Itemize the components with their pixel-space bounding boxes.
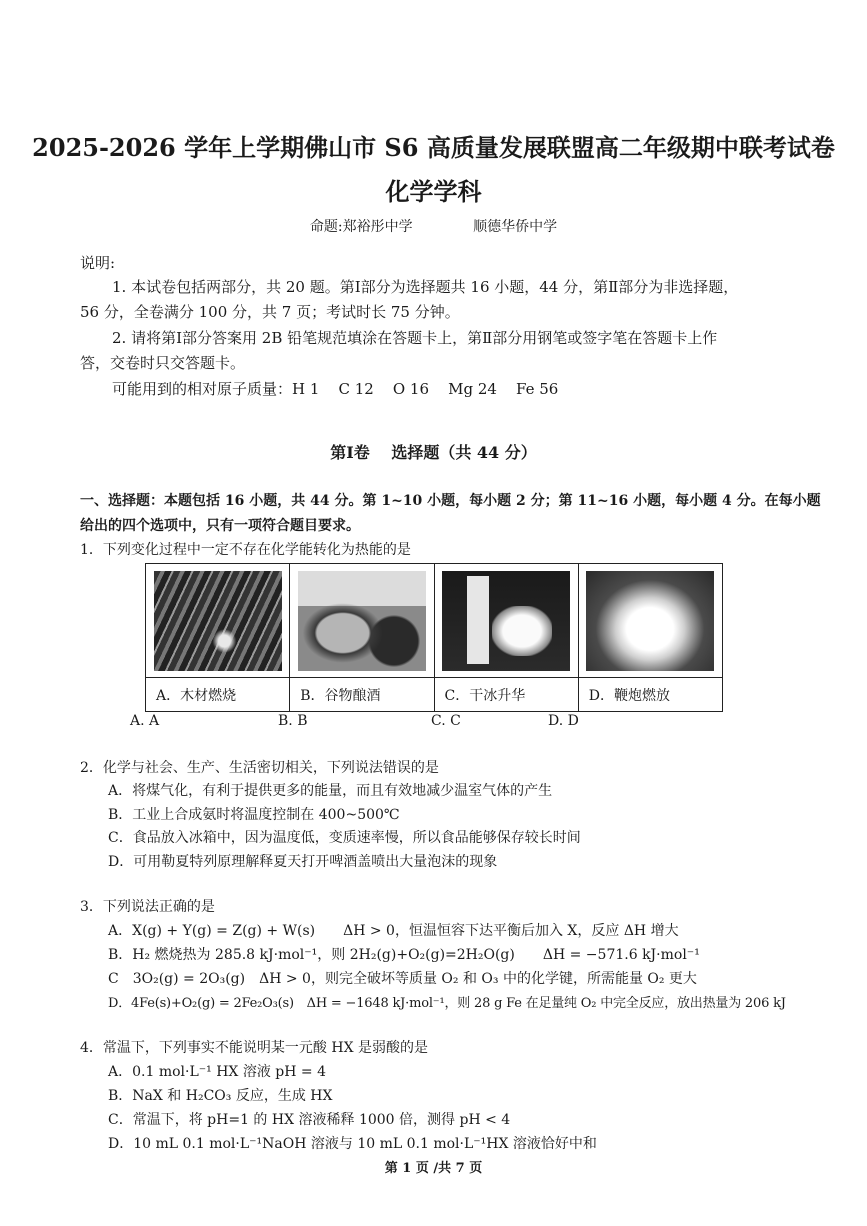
q1-cell-b — [290, 564, 434, 678]
q1-choice-a[interactable]: A. A — [130, 713, 160, 729]
q2-option-c[interactable]: C．食品放入冰箱中，因为温度低，变质速率慢，所以食品能够保存较长时间 — [108, 830, 581, 846]
q4-option-c[interactable]: C．常温下，将 pH=1 的 HX 溶液稀释 1000 倍，测得 pH < 4 — [108, 1112, 511, 1128]
q3-stem: 3．下列说法正确的是 — [80, 899, 215, 915]
authors-line — [0, 216, 867, 236]
section-intro-1: 一、选择题：本题包括 16 小题，共 44 分。第 1~10 小题，每小题 2 分；第 11~16 小题，每小题 4 分。在每小题 — [80, 493, 821, 509]
firecracker-photo — [586, 571, 714, 671]
dry-ice-photo — [442, 571, 570, 671]
q1-cell-a — [146, 564, 290, 678]
q1-choice-d[interactable]: D. D — [548, 713, 579, 729]
q2-option-a[interactable]: A．将煤气化，有利于提供更多的能量，而且有效地减少温室气体的产生 — [108, 783, 553, 799]
instruction-line-2: 56 分，全卷满分 100 分，共 7 页；考试时长 75 分钟。 — [80, 303, 460, 321]
q1-caption-c: C．干冰升华 — [434, 678, 578, 712]
q1-caption-d: D．鞭炮燃放 — [578, 678, 722, 712]
wood-burning-photo — [154, 571, 282, 671]
author-school-2: 顺德华侨中学 — [473, 219, 558, 235]
q3-option-a[interactable]: A．X(g) + Y(g) = Z(g) + W(s) ΔH > 0，恒温恒容下达平衡后加入 X，反应 ΔH 增大 — [108, 923, 679, 939]
instruction-line-3: 2. 请将第Ⅰ部分答案用 2B 铅笔规范填涂在答题卡上，第Ⅱ部分用钢笔或签字笔在答题卡上作 — [112, 329, 718, 347]
q4-option-b[interactable]: B．NaX 和 H₂CO₃ 反应，生成 HX — [108, 1088, 333, 1104]
q2-stem: 2．化学与社会、生产、生活密切相关，下列说法错误的是 — [80, 760, 439, 776]
q1-choice-b[interactable]: B. B — [278, 713, 308, 729]
q2-option-d[interactable]: D．可用勒夏特列原理解释夏天打开啤酒盖喷出大量泡沫的现象 — [108, 854, 498, 870]
section-intro-2: 给出的四个选项中，只有一项符合题目要求。 — [80, 518, 360, 534]
q1-cell-c — [434, 564, 578, 678]
q2-option-b[interactable]: B．工业上合成氨时将温度控制在 400~500℃ — [108, 807, 400, 823]
instruction-line-1: 1. 本试卷包括两部分，共 20 题。第Ⅰ部分为选择题共 16 小题，44 分，第Ⅱ部分为非选择题， — [112, 278, 739, 296]
q1-stem: 1．下列变化过程中一定不存在化学能转化为热能的是 — [80, 542, 411, 558]
q1-choice-c[interactable]: C. C — [431, 713, 461, 729]
q4-stem: 4．常温下，下列事实不能说明某一元酸 HX 是弱酸的是 — [80, 1040, 428, 1056]
subject-title: 化学学科 — [385, 177, 482, 206]
q1-cell-d — [578, 564, 722, 678]
q1-caption-b: B．谷物酿酒 — [290, 678, 434, 712]
instruction-line-4: 答，交卷时只交答题卡。 — [80, 354, 246, 372]
q1-caption-a: A．木材燃烧 — [146, 678, 290, 712]
q3-option-d[interactable]: D．4Fe(s)+O₂(g) = 2Fe₂O₃(s) ΔH = −1648 kJ·mol⁻¹，则 28 g Fe 在足量纯 O₂ 中完全反应，放出热量为 206 kJ — [108, 996, 786, 1011]
instructions-heading: 说明: — [80, 254, 116, 272]
section-name: 选择题（共 44 分） — [391, 443, 537, 462]
q1-image-table — [145, 563, 723, 712]
q4-option-a[interactable]: A．0.1 mol·L⁻¹ HX 溶液 pH = 4 — [108, 1064, 326, 1080]
atomic-masses: 可能用到的相对原子质量：H 1 C 12 O 16 Mg 24 Fe 56 — [112, 380, 559, 398]
q3-option-b[interactable]: B．H₂ 燃烧热为 285.8 kJ·mol⁻¹，则 2H₂(g)+O₂(g)=2H₂O(g) ΔH = −571.6 kJ·mol⁻¹ — [108, 947, 700, 963]
page-footer: 第 1 页 /共 7 页 — [384, 1161, 483, 1176]
grain-brewing-photo — [298, 571, 426, 671]
exam-title: 2025-2026 学年上学期佛山市 S6 高质量发展联盟高二年级期中联考试卷 — [32, 133, 835, 162]
q4-option-d[interactable]: D．10 mL 0.1 mol·L⁻¹NaOH 溶液与 10 mL 0.1 mol·L⁻¹HX 溶液恰好中和 — [108, 1136, 597, 1152]
section-heading — [0, 440, 867, 463]
author-school-1: 命题:郑裕彤中学 — [309, 219, 413, 235]
section-part: 第Ⅰ卷 — [330, 443, 370, 462]
q3-option-c[interactable]: C 3O₂(g) = 2O₃(g) ΔH > 0，则完全破坏等质量 O₂ 和 O₃ 中的化学键，所需能量 O₂ 更大 — [108, 971, 697, 987]
